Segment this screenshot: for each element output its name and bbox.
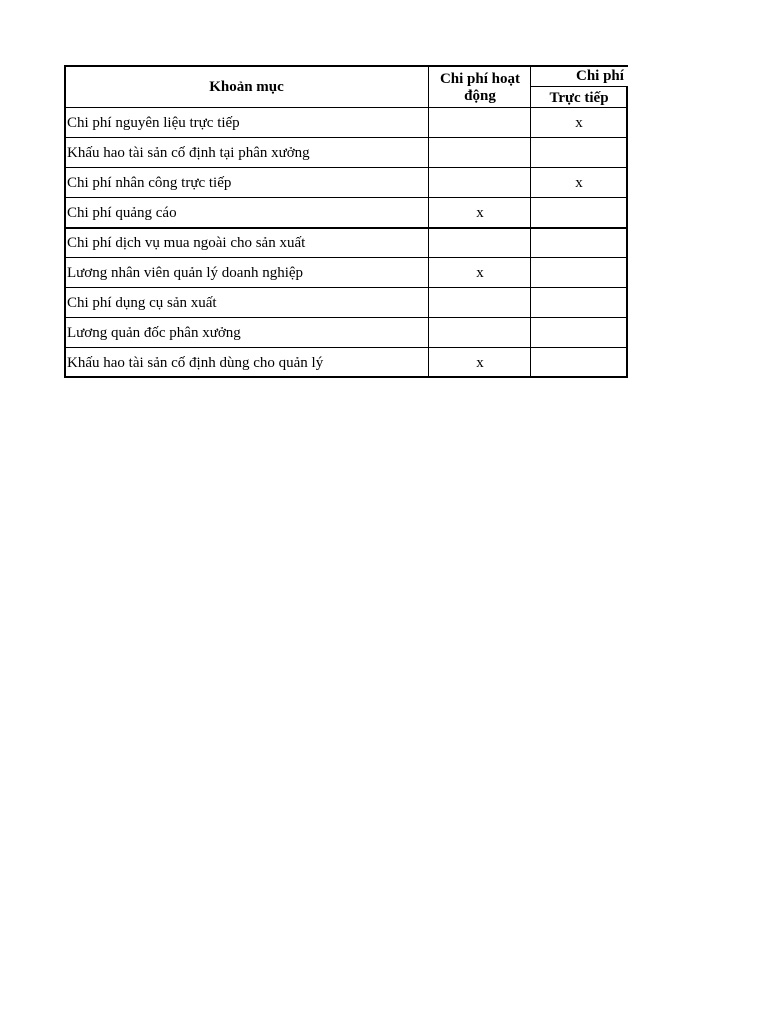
- table-grid: [64, 65, 628, 379]
- header-operating-cost: [429, 68, 531, 108]
- cost-classification-table: [64, 65, 628, 379]
- item-cell: Khấu hao tài sản cố định dùng cho quản lý: [67, 355, 324, 371]
- header-item-label: Khoản mục: [209, 78, 284, 95]
- direct-cost-mark: [531, 288, 627, 318]
- operating-cost-mark: [429, 228, 531, 258]
- header-direct: [531, 87, 627, 108]
- item-cell: Chi phí dịch vụ mua ngoài cho sản xuất: [67, 235, 306, 251]
- table-border-bottom: [64, 376, 628, 378]
- row-divider: [64, 257, 628, 258]
- header-direct-label: Trực tiếp: [549, 89, 609, 106]
- direct-cost-mark: x: [575, 175, 583, 191]
- column-divider-item: [428, 65, 429, 378]
- item-cell: Chi phí dụng cụ sản xuất: [67, 295, 217, 311]
- direct-cost-mark: [531, 138, 627, 168]
- item-cell: Chi phí nhân công trực tiếp: [67, 175, 232, 191]
- operating-cost-mark: x: [476, 265, 484, 281]
- operating-cost-mark: [429, 168, 531, 198]
- item-cell: Chi phí quảng cáo: [67, 205, 177, 221]
- row-divider: [64, 317, 628, 318]
- column-divider-direct: [626, 86, 628, 378]
- operating-cost-mark: [429, 288, 531, 318]
- header-production-cost-group-label: Chi phí: [576, 68, 624, 84]
- operating-cost-mark: x: [476, 355, 484, 371]
- header-production-cost-group: [531, 65, 628, 87]
- operating-cost-mark: [429, 318, 531, 348]
- direct-cost-mark: [531, 228, 627, 258]
- row-divider: [64, 227, 628, 229]
- operating-cost-mark: [429, 138, 531, 168]
- column-divider-operating: [530, 65, 531, 378]
- item-cell: Khấu hao tài sản cố định tại phân xưởng: [67, 145, 310, 161]
- direct-cost-mark: [531, 198, 627, 228]
- direct-cost-mark: [531, 318, 627, 348]
- header-divider: [64, 107, 628, 108]
- item-cell: Lương nhân viên quản lý doanh nghiệp: [67, 265, 304, 281]
- row-divider: [64, 287, 628, 288]
- row-divider: [64, 137, 628, 138]
- row-divider: [64, 197, 628, 198]
- table-border-top: [64, 65, 628, 67]
- header-operating-cost-label: Chi phí hoạt động: [439, 71, 521, 104]
- item-cell: Chi phí nguyên liệu trực tiếp: [67, 115, 240, 131]
- header-item: [64, 65, 429, 108]
- direct-cost-mark: [531, 258, 627, 288]
- operating-cost-mark: x: [476, 205, 484, 221]
- item-cell: Lương quản đốc phân xưởng: [67, 325, 241, 341]
- table-border-left: [64, 65, 66, 378]
- row-divider: [64, 167, 628, 168]
- row-divider: [64, 347, 628, 348]
- direct-cost-mark: x: [575, 115, 583, 131]
- operating-cost-mark: [429, 108, 531, 138]
- group-header-divider: [531, 86, 628, 87]
- direct-cost-mark: [531, 348, 627, 378]
